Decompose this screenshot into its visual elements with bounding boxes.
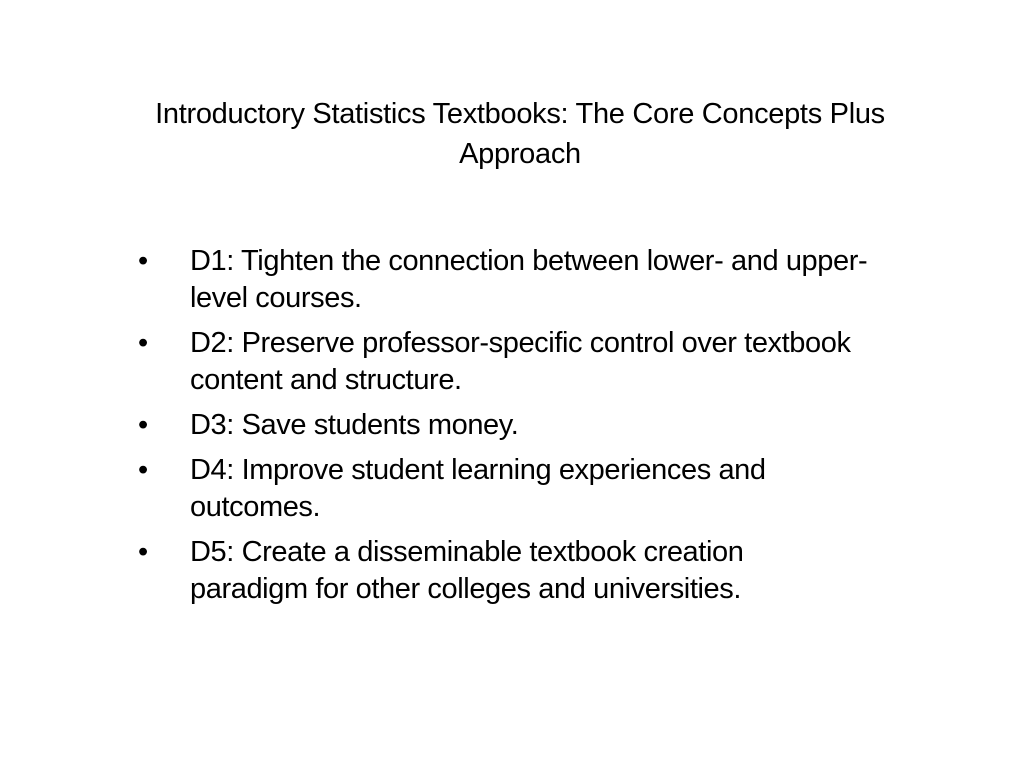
slide-title: Introductory Statistics Textbooks: The Core Concepts Plus Approach	[155, 98, 885, 170]
bullet-item	[138, 452, 868, 526]
bullet-text: D1: Tighten the connection between lower- and upper-level courses.	[190, 245, 868, 314]
bullet-icon: •	[138, 327, 148, 359]
bullet-icon: •	[138, 536, 148, 568]
bullet-icon: •	[138, 245, 148, 277]
bullet-icon: •	[138, 454, 148, 486]
bullet-text: D2: Preserve professor-specific control over textbook content and structure.	[190, 327, 851, 396]
bullet-item	[138, 534, 868, 608]
bullet-text: D3: Save students money.	[190, 409, 519, 441]
bullet-text: D4: Improve student learning experiences and outcomes.	[190, 454, 766, 523]
bullet-item	[138, 325, 868, 399]
bullet-icon: •	[138, 409, 148, 441]
bullet-item	[138, 407, 868, 444]
bullet-text: D5: Create a disseminable textbook creation paradigm for other colleges and universities.	[190, 536, 744, 605]
bullet-item	[138, 243, 868, 317]
bullet-list	[138, 243, 868, 616]
